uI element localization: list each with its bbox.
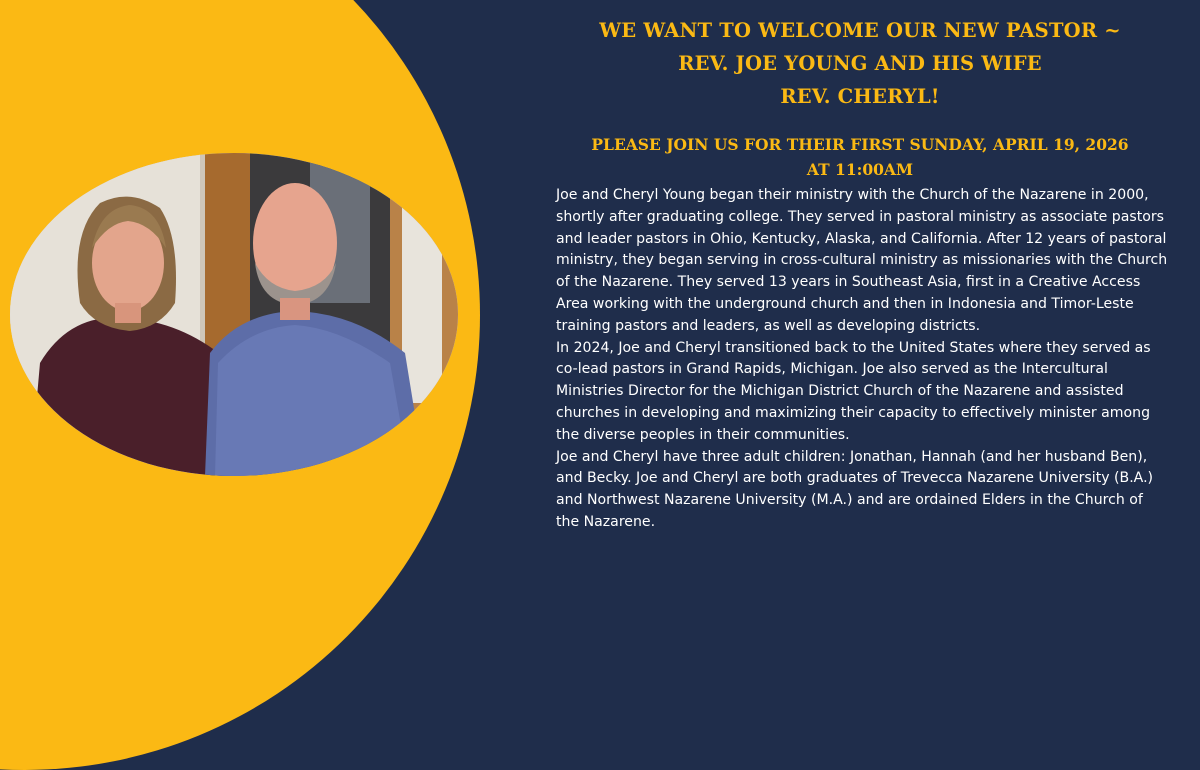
biography-text	[540, 185, 1168, 534]
invite-line-2: AT 11:00AM	[806, 160, 914, 179]
headline-line-2: REV. JOE YOUNG AND HIS WIFE	[678, 52, 1042, 75]
biography-paragraph-1: Joe and Cheryl Young began their ministry with the Church of the Nazarene in 2000, shortly after graduating college. They served in pastoral ministry as associate pastors and leader pastors in Ohio, Kentucky, Alaska, and California. After 12 years of pastoral ministry, they began serving in cross-cultural ministry as missionaries with the Church of the Nazarene. They served 13 years in Southeast Asia, first in a Creative Access Area working with the underground church and then in Indonesia and Timor-Leste training pastors and leaders, as well as developing districts.	[556, 187, 1168, 334]
headline-line-1: WE WANT TO WELCOME OUR NEW PASTOR ~	[599, 19, 1121, 42]
headline-line-3: REV. CHERYL!	[780, 85, 940, 108]
pastor-couple-photo	[10, 153, 458, 476]
welcome-headline	[540, 14, 1180, 113]
biography-paragraph-3: Joe and Cheryl have three adult children: Jonathan, Hannah (and her husband Ben), and Becky. Joe and Cheryl are both graduates of Trevecca Nazarene University (B.A.) and Northwest Nazarene University (M.A.) and are ordained Elders in the Church of the Nazarene.	[556, 448, 1154, 530]
first-sunday-invite	[540, 132, 1180, 182]
biography-paragraph-2: In 2024, Joe and Cheryl transitioned back to the United States where they served as co-lead pastors in Grand Rapids, Michigan. Joe also served as the Intercultural Ministries Director for the Michigan District Church of the Nazarene and assisted churches in developing and maximizing their capacity to effectively minister among the diverse peoples in their communities.	[556, 339, 1151, 443]
invite-line-1: PLEASE JOIN US FOR THEIR FIRST SUNDAY, APRIL 19, 2026	[591, 135, 1129, 154]
announcement-content	[540, 14, 1180, 534]
photo-illustration	[10, 153, 458, 476]
